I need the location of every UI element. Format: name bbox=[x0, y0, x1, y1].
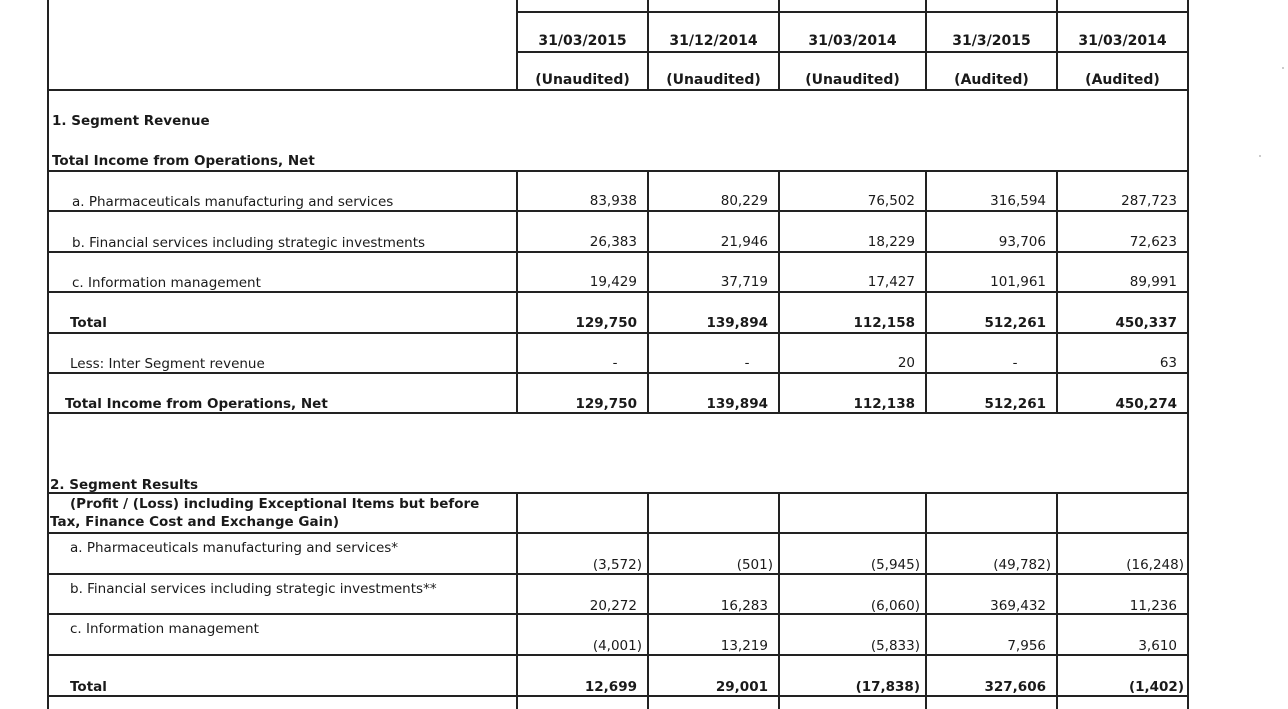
cell-value: 76,502 bbox=[867, 193, 915, 209]
cell-value: 512,261 bbox=[984, 396, 1046, 412]
column-status: (Audited) bbox=[1085, 72, 1160, 88]
cell-value: 101,961 bbox=[990, 274, 1046, 290]
row-label: Less: Inter Segment revenue bbox=[70, 356, 265, 372]
row-label: b. Financial services including strategic investments bbox=[72, 235, 426, 251]
cell-value: 139,894 bbox=[706, 396, 768, 412]
column-date: 31/12/2014 bbox=[669, 33, 758, 49]
row-label: Total bbox=[70, 315, 107, 331]
table-right-border bbox=[1187, 0, 1189, 415]
cell-value: 112,138 bbox=[853, 396, 915, 412]
row-label: a. Pharmaceuticals manufacturing and services* bbox=[70, 540, 399, 556]
cell-value: 89,991 bbox=[1129, 274, 1177, 290]
column-status: (Unaudited) bbox=[805, 72, 900, 88]
cell-value: 450,337 bbox=[1115, 315, 1177, 331]
cell-value: (5,833) bbox=[870, 638, 920, 654]
cell-value: 139,894 bbox=[706, 315, 768, 331]
table-left-border bbox=[47, 0, 49, 709]
row-divider bbox=[47, 251, 1189, 253]
row-divider bbox=[47, 291, 1189, 293]
cell-value: 3,610 bbox=[1138, 638, 1177, 654]
cell-value: (6,060) bbox=[870, 598, 920, 614]
column-date: 31/03/2014 bbox=[808, 33, 897, 49]
cell-value: - bbox=[612, 355, 618, 371]
cell-value: 19,429 bbox=[589, 274, 637, 290]
cell-value: 129,750 bbox=[575, 315, 637, 331]
cell-value: - bbox=[1012, 355, 1018, 371]
row-label: a. Pharmaceuticals manufacturing and services bbox=[72, 194, 394, 210]
cell-value: 327,606 bbox=[984, 679, 1046, 695]
row-divider bbox=[47, 532, 1189, 534]
row-divider bbox=[47, 573, 1189, 575]
column-date: 31/3/2015 bbox=[952, 33, 1031, 49]
cell-value: (501) bbox=[736, 557, 773, 573]
section-title: 1. Segment Revenue bbox=[52, 113, 210, 129]
column-status: (Unaudited) bbox=[666, 72, 761, 88]
cell-value: (49,782) bbox=[993, 557, 1051, 573]
cell-value: 512,261 bbox=[984, 315, 1046, 331]
scan-speck bbox=[1282, 67, 1284, 69]
row-divider bbox=[47, 210, 1189, 212]
cell-value: 26,383 bbox=[589, 234, 637, 250]
row-label: Total Income from Operations, Net bbox=[65, 396, 328, 412]
cell-value: 7,956 bbox=[1007, 638, 1046, 654]
cell-value: 316,594 bbox=[990, 193, 1046, 209]
cell-value: 369,432 bbox=[990, 598, 1046, 614]
column-date: 31/03/2015 bbox=[538, 33, 627, 49]
cell-value: 20,272 bbox=[589, 598, 637, 614]
table-right-border-lower bbox=[1187, 492, 1189, 709]
row-divider bbox=[516, 51, 1189, 53]
row-divider bbox=[47, 492, 1189, 494]
row-label: b. Financial services including strategic investments** bbox=[70, 581, 437, 597]
cell-value: 20 bbox=[897, 355, 915, 371]
section-subtitle: Total Income from Operations, Net bbox=[52, 153, 315, 169]
column-status: (Unaudited) bbox=[535, 72, 630, 88]
row-label: Total bbox=[70, 679, 107, 695]
cell-value: 17,427 bbox=[867, 274, 915, 290]
row-divider bbox=[47, 695, 1189, 697]
row-divider bbox=[47, 170, 1189, 172]
cell-value: 63 bbox=[1159, 355, 1177, 371]
section-subtitle: Tax, Finance Cost and Exchange Gain) bbox=[50, 514, 339, 530]
cell-value: (4,001) bbox=[592, 638, 642, 654]
cell-value: (16,248) bbox=[1126, 557, 1184, 573]
cell-value: 80,229 bbox=[720, 193, 768, 209]
cell-value: 112,158 bbox=[853, 315, 915, 331]
cell-value: 83,938 bbox=[589, 193, 637, 209]
cell-value: 12,699 bbox=[584, 679, 637, 695]
cell-value: (17,838) bbox=[855, 679, 920, 695]
cell-value: 29,001 bbox=[715, 679, 768, 695]
row-divider bbox=[47, 332, 1189, 334]
cell-value: 18,229 bbox=[867, 234, 915, 250]
cell-value: 11,236 bbox=[1129, 598, 1177, 614]
scan-speck bbox=[1259, 155, 1261, 157]
cell-value: (3,572) bbox=[592, 557, 642, 573]
row-label: c. Information management bbox=[72, 275, 261, 291]
row-divider bbox=[47, 412, 1189, 414]
cell-value: 450,274 bbox=[1115, 396, 1177, 412]
cell-value: - bbox=[744, 355, 750, 371]
section-title: 2. Segment Results bbox=[50, 477, 199, 493]
cell-value: 93,706 bbox=[998, 234, 1046, 250]
row-label: c. Information management bbox=[70, 621, 259, 637]
row-divider bbox=[47, 372, 1189, 374]
cell-value: 72,623 bbox=[1129, 234, 1177, 250]
cell-value: 13,219 bbox=[720, 638, 768, 654]
row-divider bbox=[516, 11, 1189, 13]
cell-value: 16,283 bbox=[720, 598, 768, 614]
table-right-border-gap bbox=[1187, 413, 1189, 493]
cell-value: (5,945) bbox=[870, 557, 920, 573]
section-subtitle: (Profit / (Loss) including Exceptional Items but before bbox=[70, 496, 480, 512]
row-divider bbox=[47, 654, 1189, 656]
column-status: (Audited) bbox=[954, 72, 1029, 88]
cell-value: 129,750 bbox=[575, 396, 637, 412]
cell-value: (1,402) bbox=[1128, 679, 1184, 695]
cell-value: 287,723 bbox=[1121, 193, 1177, 209]
header-bottom-line bbox=[47, 89, 1189, 91]
cell-value: 37,719 bbox=[720, 274, 768, 290]
column-date: 31/03/2014 bbox=[1078, 33, 1167, 49]
cell-value: 21,946 bbox=[720, 234, 768, 250]
